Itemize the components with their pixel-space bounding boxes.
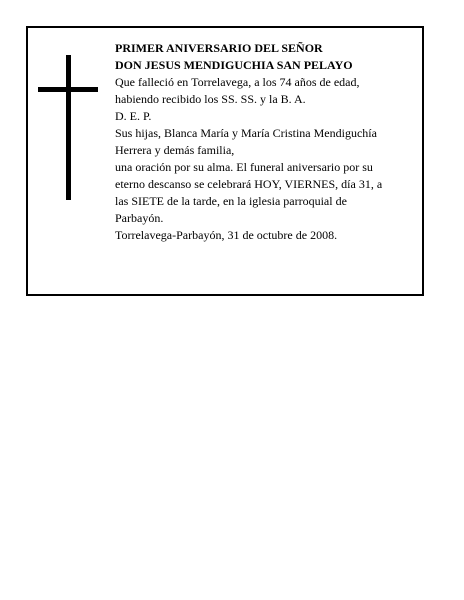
cross-vertical-bar [66,55,71,200]
notice-line: Sus hijas, Blanca María y María Cristina Mendiguchía [115,126,377,140]
notice-line: D. E. P. [115,109,152,123]
notice-line: habiendo recibido los SS. SS. y la B. A. [115,92,306,106]
cross-icon [38,55,98,200]
notice-line: una oración por su alma. El funeral aniversario por su [115,160,373,174]
notice-line: Herrera y demás familia, [115,143,235,157]
notice-line: eterno descanso se celebrará HOY, VIERNES, día 31, a [115,177,383,191]
cross-horizontal-bar [38,87,98,92]
notice-place-date: Torrelavega-Parbayón, 31 de octubre de 2008. [115,228,338,242]
obituary-notice [26,26,424,296]
notice-line: las SIETE de la tarde, en la iglesia parroquial de [115,194,347,208]
notice-heading-name: DON JESUS MENDIGUCHIA SAN PELAYO [115,58,353,72]
notice-text [115,40,420,244]
notice-heading-anniversary: PRIMER ANIVERSARIO DEL SEÑOR [115,41,323,55]
notice-line: Parbayón. [115,211,164,225]
notice-line: Que falleció en Torrelavega, a los 74 años de edad, [115,75,360,89]
